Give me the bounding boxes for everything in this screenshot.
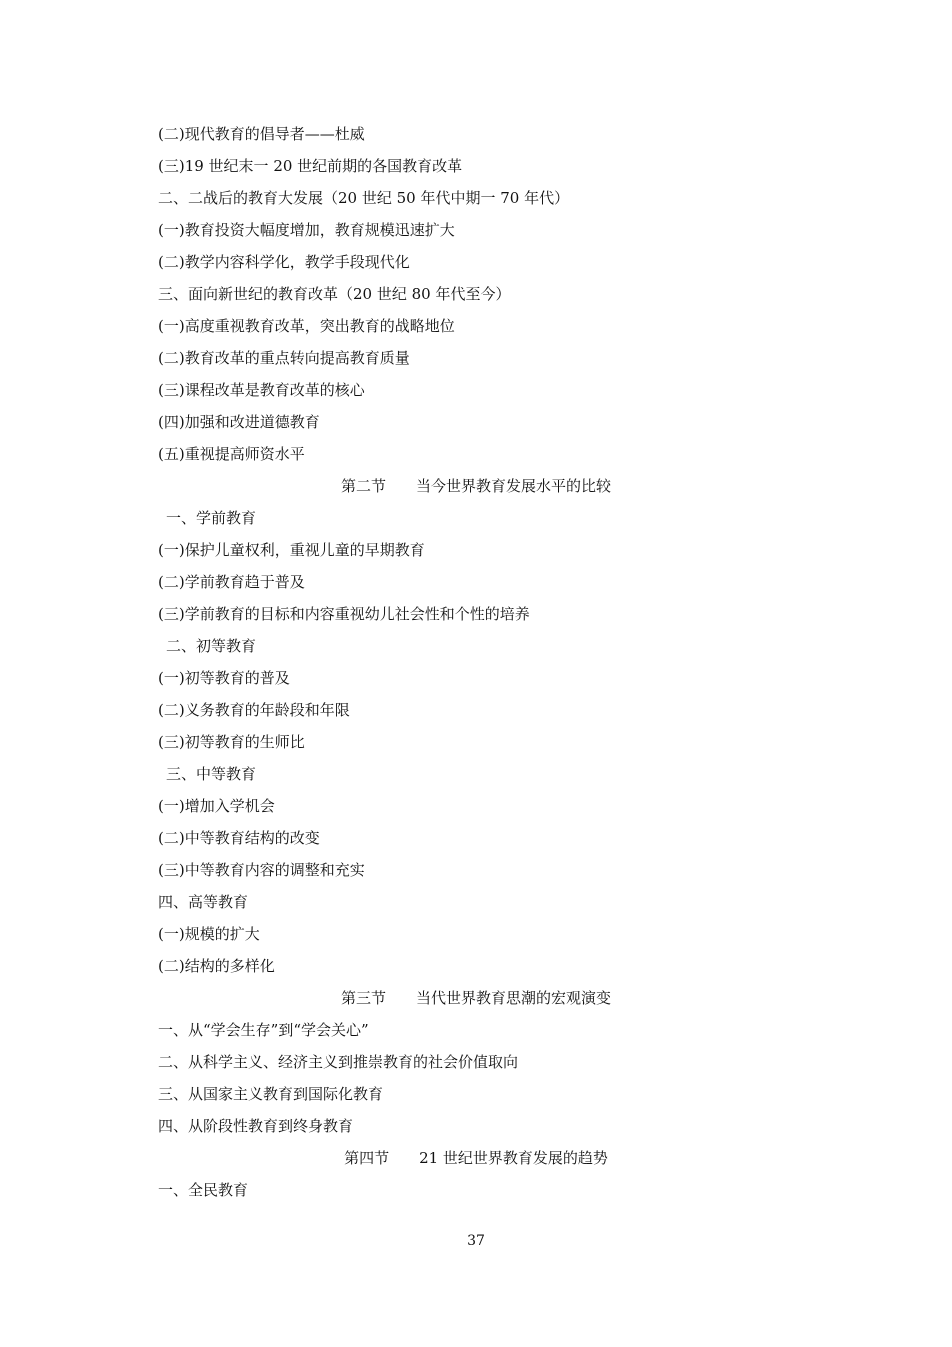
outline-item: (二)义务教育的年龄段和年限 [158,701,350,719]
page-number: 37 [467,1233,485,1249]
outline-item: (二)中等教育结构的改变 [158,829,320,847]
outline-heading: 一、全民教育 [158,1181,249,1199]
outline-heading: 三、从国家主义教育到国际化教育 [158,1085,384,1103]
outline-item: (一)规模的扩大 [158,925,260,943]
outline-item: (一)高度重视教育改革，突出教育的战略地位 [158,317,455,335]
outline-item: (五)重视提高师资水平 [158,445,305,463]
outline-heading: 二、二战后的教育大发展（20 世纪 50 年代中期一 70 年代） [158,189,570,207]
outline-item: (一)保护儿童权利，重视儿童的早期教育 [158,541,425,559]
outline-item: (一)教育投资大幅度增加，教育规模迅速扩大 [158,221,455,239]
outline-heading: 三、中等教育 [166,765,257,783]
section-title: 第二节 当今世界教育发展水平的比较 [340,477,611,495]
outline-item: (二)学前教育趋于普及 [158,573,305,591]
outline-item: (二)教育改革的重点转向提高教育质量 [158,349,410,367]
outline-heading: 三、面向新世纪的教育改革（20 世纪 80 年代至今） [158,285,511,303]
outline-item: (三)课程改革是教育改革的核心 [158,381,365,399]
outline-item: (二)结构的多样化 [158,957,275,975]
outline-heading: 二、从科学主义、经济主义到推崇教育的社会价值取向 [158,1053,519,1071]
outline-item: (一)增加入学机会 [158,797,275,815]
outline-heading: 一、学前教育 [166,509,257,527]
outline-item: (三)学前教育的目标和内容重视幼儿社会性和个性的培养 [158,605,530,623]
outline-item: (三)19 世纪末一 20 世纪前期的各国教育改革 [158,157,463,175]
outline-heading: 二、初等教育 [166,637,257,655]
outline-heading: 四、从阶段性教育到终身教育 [158,1117,354,1135]
outline-item: (一)初等教育的普及 [158,669,290,687]
outline-item: (四)加强和改进道德教育 [158,413,320,431]
outline-item: (二)教学内容科学化，教学手段现代化 [158,253,410,271]
section-title: 第三节 当代世界教育思潮的宏观演变 [340,989,611,1007]
outline-item: (三)初等教育的生师比 [158,733,305,751]
section-title: 第四节 21 世纪世界教育发展的趋势 [344,1149,608,1167]
outline-heading: 四、高等教育 [158,893,249,911]
outline-item: (二)现代教育的倡导者——杜威 [158,125,365,143]
outline-heading: 一、从“学会生存”到“学会关心” [158,1021,369,1039]
outline-item: (三)中等教育内容的调整和充实 [158,861,365,879]
